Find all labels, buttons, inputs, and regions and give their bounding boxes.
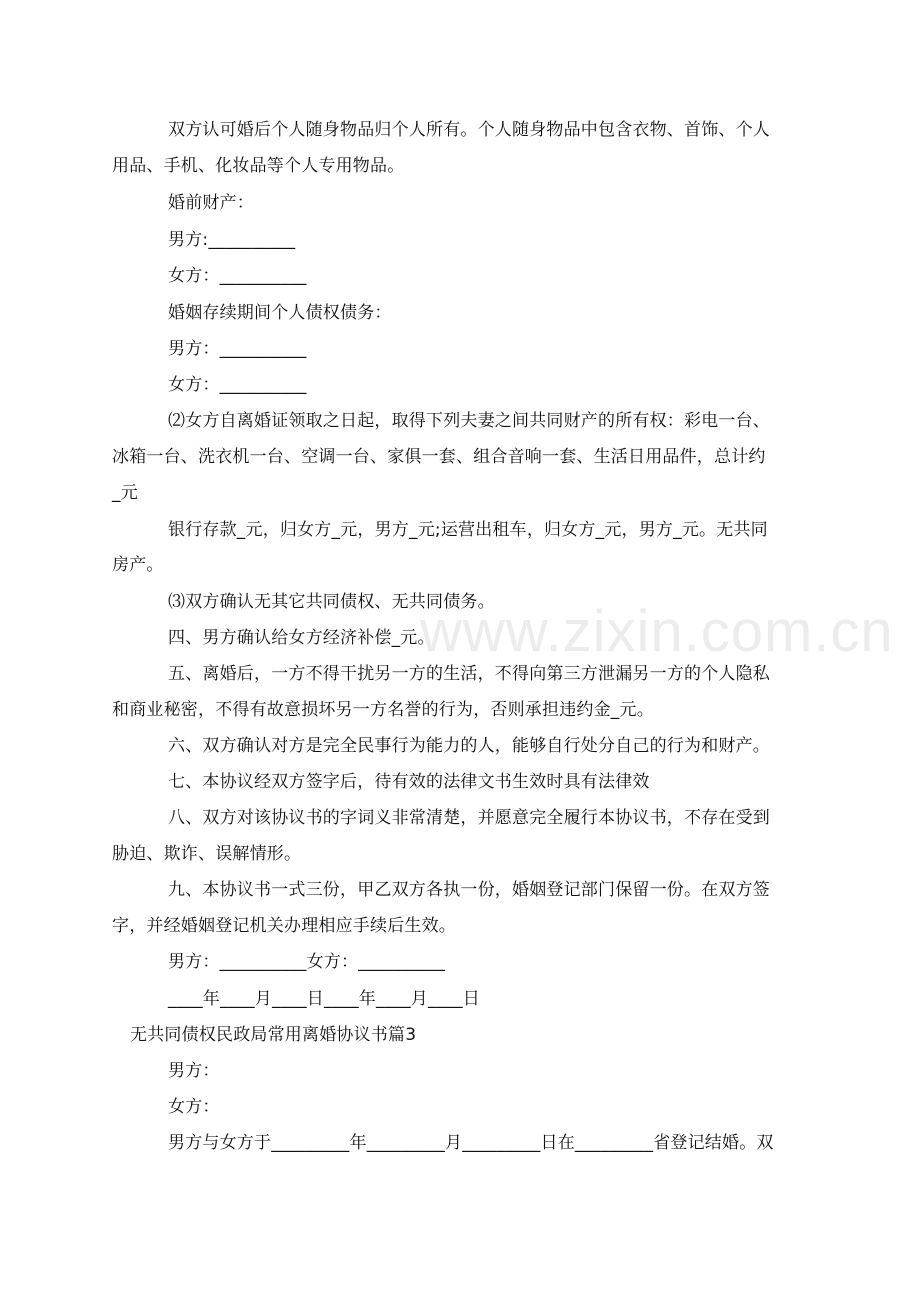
section-heading: 无共同债权民政局常用离婚协议书篇3: [130, 1025, 417, 1045]
date-line: ____年____月____日____年____月____日: [168, 989, 480, 1009]
paragraph-line: 男方：__________: [168, 339, 307, 359]
paragraph-line: 房产。: [112, 555, 164, 575]
paragraph-line: 七、本协议经双方签字后，待有效的法律文书生效时具有法律效: [168, 772, 650, 792]
paragraph-line: 婚前财产：: [168, 193, 254, 213]
paragraph-line: 男方:__________: [168, 230, 296, 250]
paragraph-line: 女方：: [168, 1097, 220, 1117]
paragraph-line: 字，并经婚姻登记机关办理相应手续后生效。: [112, 916, 456, 936]
paragraph-line: 六、双方确认对方是完全民事行为能力的人，能够自行处分自己的行为和财产。: [168, 736, 770, 756]
watermark: www.zixin.com.cn: [420, 599, 894, 664]
paragraph-line: 银行存款_元，归女方_元，男方_元;运营出租车，归女方_元，男方_元。无共同: [168, 520, 768, 540]
paragraph-line: 胁迫、欺诈、误解情形。: [112, 844, 302, 864]
paragraph-line: 和商业秘密，不得有故意损坏另一方名誉的行为，否则承担违约金_元。: [112, 700, 654, 720]
paragraph-line: 八、双方对该协议书的字词义非常清楚，并愿意完全履行本协议书，不存在受到: [168, 808, 770, 828]
paragraph-line: 女方：__________: [168, 266, 307, 286]
paragraph-line: 冰箱一台、洗衣机一台、空调一台、家俱一套、组合音响一套、生活日用品件，总计约: [112, 447, 766, 467]
paragraph-line: 四、男方确认给女方经济补偿_元。: [168, 628, 435, 648]
paragraph-line: 用品、手机、化妆品等个人专用物品。: [112, 156, 405, 176]
paragraph-line: 男方与女方于_________年_________月_________日在_________省登记结婚。双: [168, 1133, 774, 1153]
paragraph-line: 双方认可婚后个人随身物品归个人所有。个人随身物品中包含衣物、首饰、个人: [168, 120, 770, 140]
paragraph-line: ⑶双方确认无其它共同债权、无共同债务。: [168, 592, 495, 612]
signature-line: 男方：__________女方：__________: [168, 952, 446, 972]
paragraph-line: ⑵女方自离婚证领取之日起，取得下列夫妻之间共同财产的所有权：彩电一台、: [168, 411, 770, 431]
paragraph-line: 女方：__________: [168, 375, 307, 395]
paragraph-line: 九、本协议书一式三份，甲乙双方各执一份，婚姻登记部门保留一份。在双方签: [168, 880, 770, 900]
paragraph-line: 五、离婚后，一方不得干扰另一方的生活，不得向第三方泄漏另一方的个人隐私: [168, 664, 770, 684]
paragraph-line: 男方：: [168, 1061, 220, 1081]
paragraph-line: 婚姻存续期间个人债权债务：: [168, 303, 392, 323]
paragraph-line: _元: [112, 483, 138, 503]
